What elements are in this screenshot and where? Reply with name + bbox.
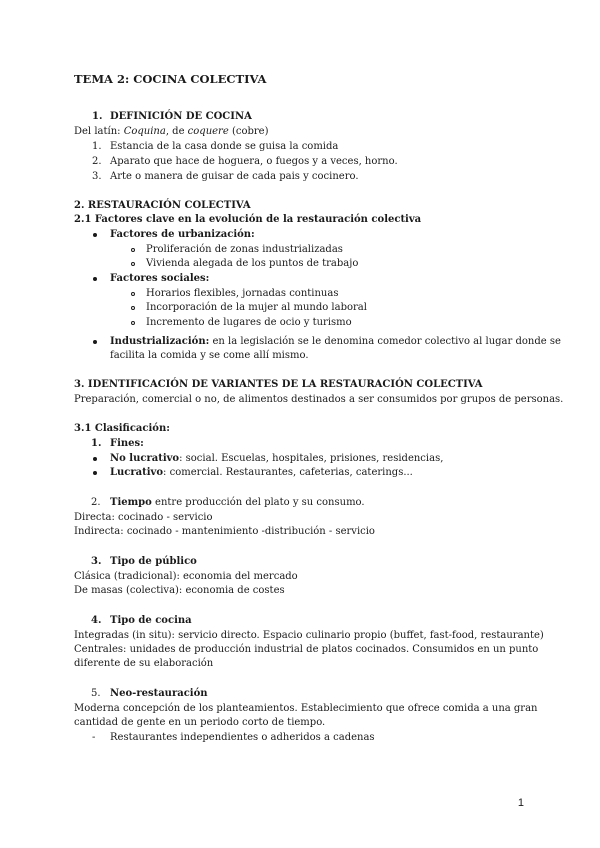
list-item: Arte o manera de guisar de cada pais y cocinero. — [110, 171, 359, 182]
bullet-icon — [93, 471, 97, 475]
moderna-line: Moderna concepción de los planteamientos. Establecimiento que ofrece comida a una gran — [74, 703, 538, 714]
list-item: Vivienda alegada de los puntos de trabajo — [146, 258, 359, 269]
circle-bullet-icon — [131, 248, 135, 252]
masas-line: De masas (colectiva): economia de costes — [74, 585, 285, 596]
centrales-line: Centrales: unidades de producción industrial de platos cocinados. Consumidos en un punto — [74, 644, 539, 655]
clasica-line: Clásica (tradicional): economia del mercado — [74, 571, 298, 582]
page-number: 1 — [517, 797, 524, 809]
factor-industrializacion: Industrialización: en la legislación se le denomina comedor colectivo al lugar donde se — [110, 336, 561, 347]
cocina-heading: Tipo de cocina — [110, 615, 192, 626]
neo-heading: Neo-restauración — [110, 688, 208, 699]
list-number: 2. — [91, 497, 101, 508]
list-number: 2. — [92, 156, 102, 167]
tiempo-heading: Tiempo entre producción del plato y su consumo. — [110, 497, 365, 508]
s2-subheading: 2.1 Factores clave en la evolución de la restauración colectiva — [74, 214, 422, 225]
circle-bullet-icon — [131, 292, 135, 296]
bullet-icon — [93, 277, 97, 281]
lucrativo-item: Lucrativo: comercial. Restaurantes, cafeterias, caterings... — [110, 467, 413, 478]
integradas-line: Integradas (in situ): servicio directo. Espacio culinario propio (buffet, fast-food, restaurante) — [74, 630, 544, 641]
bullet-icon — [93, 233, 97, 237]
list-item: Horarios flexibles, jornadas continuas — [146, 288, 339, 299]
s1-heading: DEFINICIÓN DE COCINA — [110, 111, 252, 122]
factor-urbanizacion: Factores de urbanización: — [110, 229, 255, 240]
bullet-icon — [93, 457, 97, 461]
dash-bullet: - — [92, 732, 96, 743]
centrales-line-cont: diferente de su elaboración — [74, 658, 214, 669]
fines-heading: Fines: — [110, 438, 144, 449]
no-lucrativo-item: No lucrativo: social. Escuelas, hospitales, prisiones, residencias, — [110, 453, 444, 464]
list-item: Incorporación de la mujer al mundo laboral — [146, 302, 367, 313]
moderna-line-cont: cantidad de gente en un periodo corto de tiempo. — [74, 717, 326, 728]
bullet-icon — [93, 340, 97, 344]
list-number: 5. — [91, 688, 101, 699]
s3-description: Preparación, comercial o no, de alimentos destinados a ser consumidos por grupos de personas. — [74, 394, 564, 405]
circle-bullet-icon — [131, 306, 135, 310]
list-number: 3. — [92, 171, 102, 182]
list-item: Proliferación de zonas industrializadas — [146, 244, 343, 255]
list-number: 4. — [91, 615, 102, 626]
factor-industrializacion-cont: facilita la comida y se come allí mismo. — [110, 350, 309, 361]
list-item: Aparato que hace de hoguera, o fuegos y a veces, horno. — [110, 156, 398, 167]
circle-bullet-icon — [131, 321, 135, 325]
s2-heading: 2. RESTAURACIÓN COLECTIVA — [74, 200, 251, 211]
factor-sociales: Factores sociales: — [110, 273, 210, 284]
s3-heading: 3. IDENTIFICACIÓN DE VARIANTES DE LA RESTAURACIÓN COLECTIVA — [74, 379, 483, 390]
list-number: 1. — [91, 438, 102, 449]
list-number: 3. — [91, 556, 102, 567]
etymology-line: Del latín: Coquina, de coquere (cobre) — [74, 126, 269, 137]
publico-heading: Tipo de público — [110, 556, 197, 567]
indirecta-line: Indirecta: cocinado - mantenimiento -distribución - servicio — [74, 526, 375, 537]
list-item: Incremento de lugares de ocio y turismo — [146, 317, 352, 328]
s3-subheading: 3.1 Clasificación: — [74, 423, 170, 434]
circle-bullet-icon — [131, 262, 135, 266]
page-title: TEMA 2: COCINA COLECTIVA — [74, 72, 267, 86]
s1-number: 1. — [92, 111, 103, 122]
restaurantes-item: Restaurantes independientes o adheridos a cadenas — [110, 732, 375, 743]
list-number: 1. — [92, 141, 102, 152]
directa-line: Directa: cocinado - servicio — [74, 512, 213, 523]
list-item: Estancia de la casa donde se guisa la comida — [110, 141, 339, 152]
